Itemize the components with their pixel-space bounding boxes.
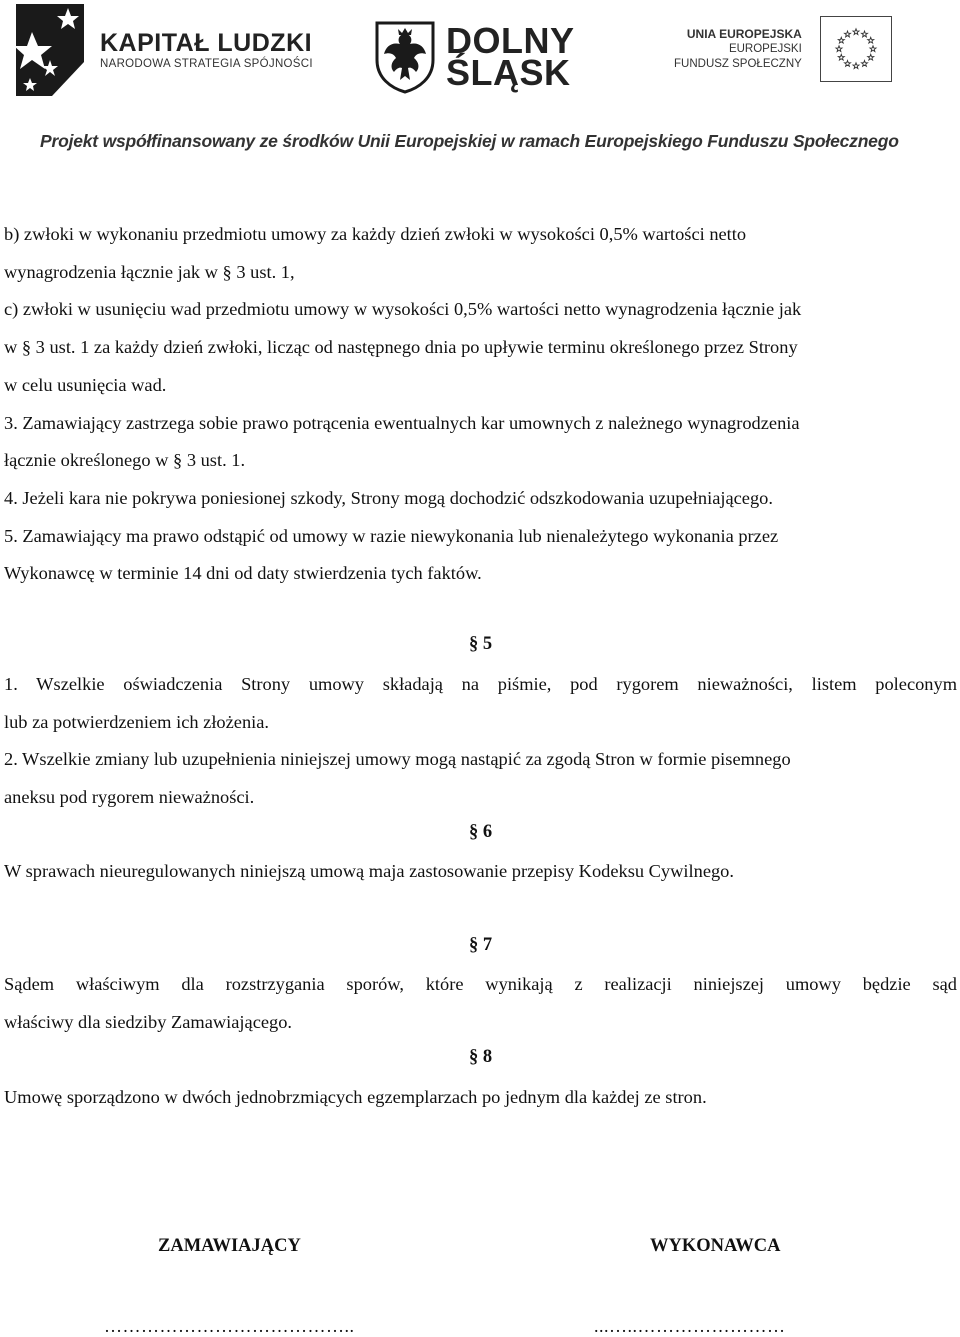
- eu-flag: [820, 16, 892, 82]
- section-7-body: [4, 966, 957, 1041]
- eu-star-icon: [867, 37, 873, 43]
- eu-flag-icon: [831, 24, 881, 74]
- text-line: c) zwłoki w usunięciu wad przedmiotu umowy w wysokości 0,5% wartości netto wynagrodzenia łącznie jak: [4, 299, 802, 320]
- text-line: Wykonawcę w terminie 14 dni od daty stwierdzenia tych faktów.: [4, 563, 482, 584]
- eu-star-icon: [853, 63, 859, 69]
- section-heading-7: § 7: [469, 935, 493, 955]
- text-line: Umowę sporządzono w dwóch jednobrzmiących egzemplarzach po jednym dla każdej ze stron.: [4, 1087, 707, 1107]
- section-8-body: [4, 1079, 957, 1117]
- eu-star-icon: [844, 61, 850, 67]
- text-line: 1. Wszelkie oświadczenia Strony umowy składają na piśmie, pod rygorem nieważności, listem poleconym: [4, 674, 957, 694]
- eu-star-icon: [870, 46, 876, 52]
- kapital-ludzki-logo-icon: [12, 2, 88, 98]
- text-line: w § 3 ust. 1 za każdy dzień zwłoki, licząc od następnego dnia po upływie terminu określonego przez Strony: [4, 337, 798, 358]
- text-line: łącznie określonego w § 3 ust. 1.: [4, 450, 246, 471]
- section-heading-5: § 5: [469, 634, 493, 654]
- signature-line-ordering-party: …………………………………..: [104, 1316, 355, 1336]
- eu-star-icon: [838, 37, 844, 43]
- text-line: 4. Jeżeli kara nie pokrywa poniesionej szkody, Strony mogą dochodzić odszkodowania uzupełniającego.: [4, 487, 773, 508]
- document-body: [4, 216, 957, 593]
- eu-line3: FUNDUSZ SPOŁECZNY: [674, 57, 802, 70]
- text-line: b) zwłoki w wykonaniu przedmiotu umowy za każdy dzień zwłoki w wysokości 0,5% wartości netto: [4, 224, 747, 244]
- text-line: wynagrodzenia łącznie jak w § 3 ust. 1,: [4, 261, 295, 282]
- eu-star-icon: [836, 46, 842, 52]
- section-heading-6: § 6: [469, 822, 493, 842]
- eu-line1: UNIA EUROPEJSKA: [686, 26, 802, 41]
- eu-star-icon: [853, 29, 859, 35]
- eu-logo: [674, 14, 892, 84]
- signature-line-contractor: ...…..……………………: [594, 1316, 786, 1336]
- text-line: właściwy dla siedziby Zamawiającego.: [4, 1011, 293, 1032]
- page-header: [0, 0, 960, 170]
- eu-star-icon: [861, 31, 867, 37]
- kapital-ludzki-title: KAPITAŁ LUDZKI: [100, 29, 313, 57]
- signature-label-contractor: WYKONAWCA: [650, 1236, 781, 1256]
- eu-star-icon: [861, 61, 867, 67]
- eu-star-icon: [867, 54, 873, 60]
- section-heading-8: § 8: [469, 1047, 493, 1067]
- text-line: 3. Zamawiający zastrzega sobie prawo potrącenia ewentualnych kar umownych z należnego wynagrodzenia: [4, 412, 800, 433]
- section-5-body: [4, 666, 957, 817]
- dolny-slask-logo: [374, 18, 575, 96]
- eu-line2: EUROPEJSKI: [728, 42, 802, 55]
- eu-star-icon: [844, 31, 850, 37]
- kapital-ludzki-logo: [12, 2, 313, 98]
- signature-label-ordering-party: ZAMAWIAJĄCY: [158, 1236, 301, 1256]
- project-tagline: Projekt współfinansowany ze środków Unii Europejskiej w ramach Europejskiego Funduszu Społecznego: [40, 131, 899, 151]
- dolny-slask-line2: ŚLĄSK: [446, 52, 571, 93]
- text-line: 5. Zamawiający ma prawo odstąpić od umowy w razie niewykonania lub nienależytego wykonania przez: [4, 525, 779, 546]
- section-6-body: [4, 853, 957, 891]
- kapital-ludzki-subtitle: NARODOWA STRATEGIA SPÓJNOŚCI: [100, 58, 313, 70]
- text-line: 2. Wszelkie zmiany lub uzupełnienia niniejszej umowy mogą nastąpić za zgodą Stron w formie pisemnego: [4, 749, 791, 770]
- text-line: W sprawach nieuregulowanych niniejszą umową maja zastosowanie przepisy Kodeksu Cywilnego.: [4, 861, 734, 881]
- dolny-slask-line1: DOLNY: [446, 20, 575, 61]
- text-line: Sądem właściwym dla rozstrzygania sporów, które wynikają z realizacji niniejszej umowy będzie sąd: [4, 974, 957, 994]
- text-line: lub za potwierdzeniem ich złożenia.: [4, 711, 270, 732]
- eagle-coat-of-arms-icon: [374, 20, 436, 94]
- text-line: aneksu pod rygorem nieważności.: [4, 787, 255, 808]
- eu-star-icon: [838, 54, 844, 60]
- text-line: w celu usunięcia wad.: [4, 374, 167, 395]
